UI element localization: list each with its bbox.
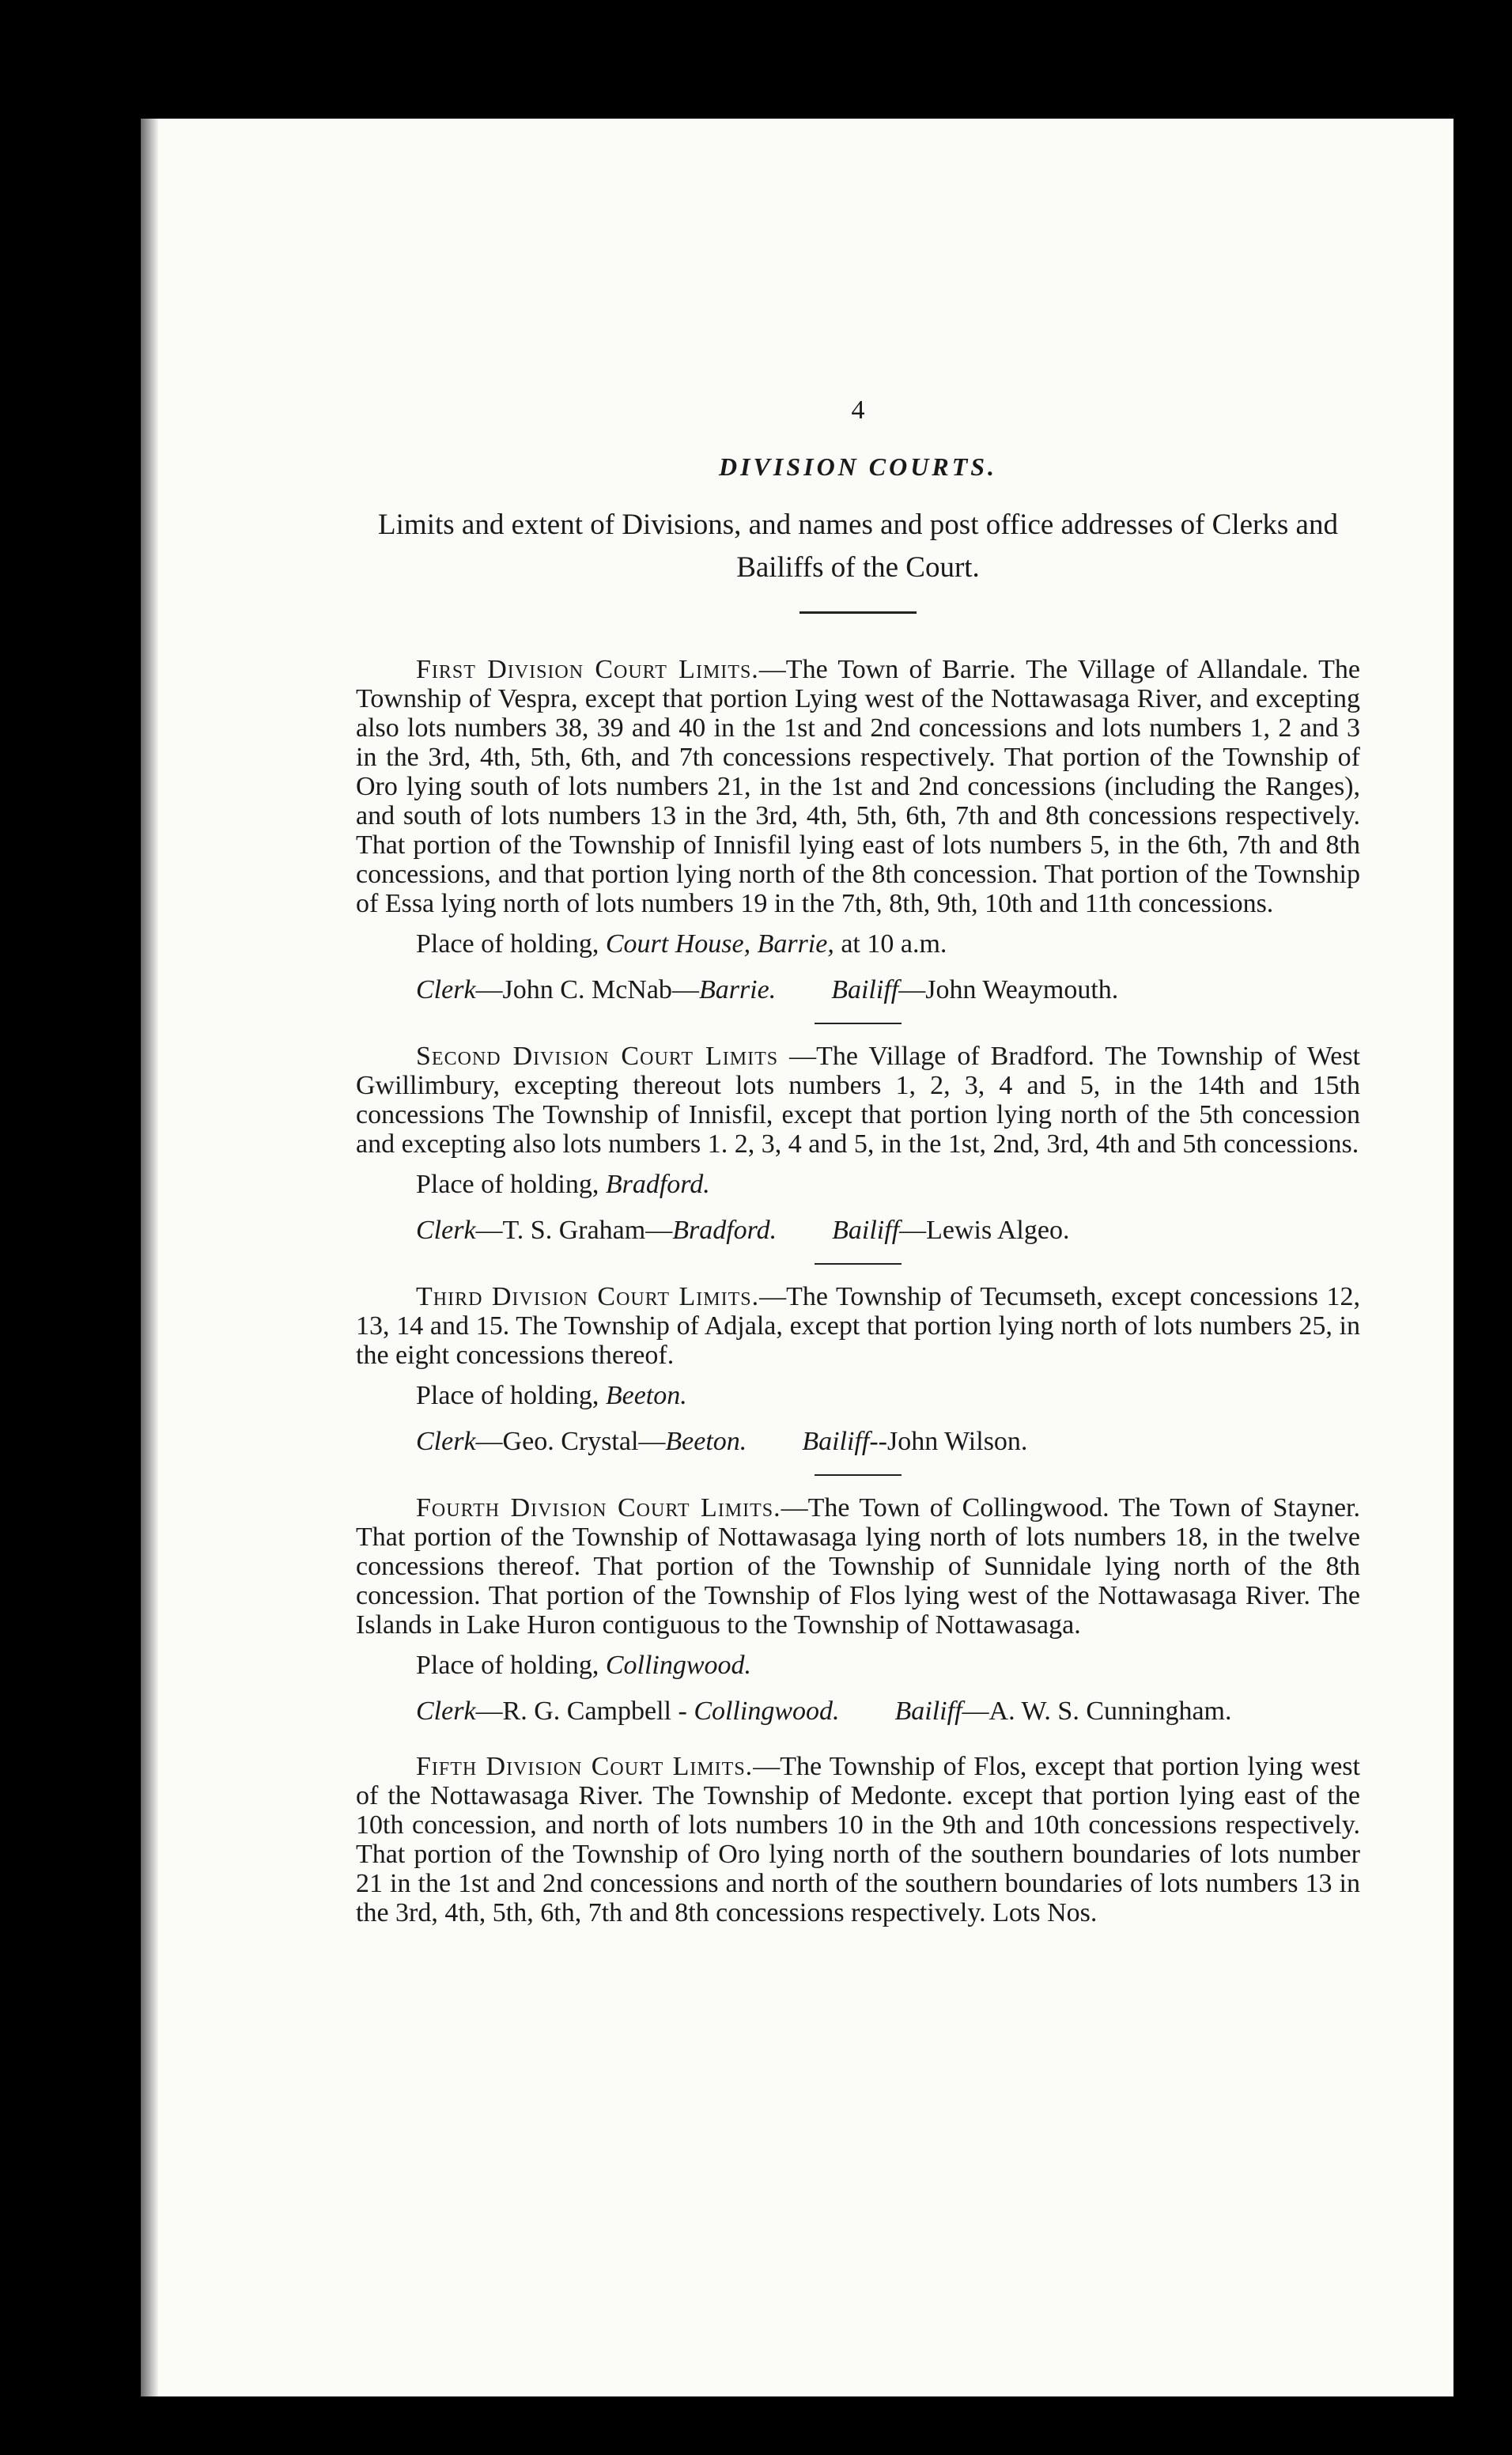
division-1-bailiff: Bailiff—John Weaymouth.	[831, 975, 1119, 1004]
division-3-bailiff: Bailiff--John Wilson.	[802, 1427, 1028, 1456]
page-title: DIVISION COURTS.	[718, 452, 998, 481]
division-3-text: —The Township of Tecumseth, except concessions 12, 13, 14 and 15. The Township of Adjala, except that portion lying north of lots numbers 25, in the eight concessions thereof.	[356, 1282, 1360, 1370]
separator-rule	[815, 1263, 902, 1265]
division-1-place-name: Court House, Barrie,	[605, 929, 834, 959]
division-3-limits	[356, 1282, 1360, 1370]
division-2-bailiff: Bailiff—Lewis Algeo.	[832, 1216, 1070, 1245]
division-4-label: Fourth Division Court Limits.	[416, 1493, 781, 1523]
division-1-label: First Division Court Limits.	[416, 655, 759, 684]
division-4-text: —The Town of Collingwood. The Town of Stayner. That portion of the Township of Nottawasaga lying north of lots numbers 18, in the twelve concessions thereof. That portion of the Township of Sunnidale lying north of the 8th concession. That portion of the Township of Flos lying west of the Nottawasaga River. The Islands in Lake Huron contiguous to the Township of Nottawasaga.	[356, 1493, 1360, 1640]
separator-rule	[815, 1474, 902, 1476]
division-2-label: Second Division Court Limits	[416, 1042, 779, 1071]
page-text-block	[356, 395, 1360, 1927]
division-2-place: Place of holding, Bradford.	[416, 1170, 710, 1199]
division-4-place: Place of holding, Collingwood.	[416, 1651, 752, 1680]
division-1-limits	[356, 655, 1360, 918]
page-number: 4	[851, 395, 865, 425]
page-subtitle: Limits and extent of Divisions, and names and post office addresses of Clerks and Bailiffs of the Court.	[378, 509, 1338, 584]
division-3-officers	[356, 1422, 1360, 1462]
division-3-place-name: Beeton.	[605, 1381, 687, 1410]
division-2-text: —The Village of Bradford. The Township of West Gwillimbury, excepting thereout lots numbers 1, 2, 3, 4 and 5, in the 14th and 15th concessions The Township of Innisfil, except that portion lying north of the 5th concession and excepting also lots numbers 1. 2, 3, 4 and 5, in the 1st, 2nd, 3rd, 4th and 5th concessions.	[356, 1042, 1361, 1159]
division-4-officers	[356, 1692, 1360, 1731]
division-4-limits	[356, 1493, 1360, 1640]
division-4-place-name: Collingwood.	[605, 1651, 752, 1680]
division-1-officers	[356, 970, 1360, 1010]
division-4-clerk: Clerk—R. G. Campbell - Collingwood.	[416, 1697, 840, 1726]
division-5-limits	[356, 1752, 1360, 1927]
division-1-clerk: Clerk—John C. McNab—Barrie.	[416, 975, 777, 1004]
title-rule	[799, 611, 917, 614]
division-3-place: Place of holding, Beeton.	[416, 1381, 687, 1410]
division-3-label: Third Division Court Limits.	[416, 1282, 760, 1311]
separator-rule	[815, 1023, 902, 1024]
division-1-place: Place of holding, Court House, Barrie, at 10 a.m.	[416, 929, 947, 959]
division-4-bailiff: Bailiff—A. W. S. Cunningham.	[894, 1697, 1232, 1726]
division-3-clerk: Clerk—Geo. Crystal—Beeton.	[416, 1427, 747, 1456]
division-2-clerk: Clerk—T. S. Graham—Bradford.	[416, 1216, 777, 1245]
division-2-limits	[356, 1042, 1360, 1159]
division-2-officers	[356, 1211, 1360, 1250]
division-5-text: —The Township of Flos, except that portion lying west of the Nottawasaga River. The Township of Medonte. except that portion lying east of the 10th concession, and north of lots numbers 10 in the 9th and 10th concessions respectively. That portion of the Township of Oro lying north of the southern boundaries of lots number 21 in the 1st and 2nd concessions and north of the southern boundaries of lots numbers 13 in the 3rd, 4th, 5th, 6th, 7th and 8th concessions respectively. Lots Nos.	[356, 1752, 1360, 1927]
page-spine-shadow	[141, 119, 158, 2396]
division-2-place-name: Bradford.	[605, 1170, 710, 1199]
division-1-text: —The Town of Barrie. The Village of Allandale. The Township of Vespra, except that portion Lying west of the Nottawasaga River, and excepting also lots numbers 38, 39 and 40 in the 1st and 2nd concessions and lots numbers 1, 2 and 3 in the 3rd, 4th, 5th, 6th, and 7th concessions respectively. That portion of the Township of Oro lying south of lots numbers 21, in the 1st and 2nd concessions (including the Ranges), and south of lots numbers 13 in the 3rd, 4th, 5th, 6th, 7th and 8th concessions respectively. That portion of the Township of Innisfil lying east of lots numbers 5, in the 6th, 7th and 8th concessions, and that portion lying north of the 8th concession. That portion of the Township of Essa lying north of lots numbers 19 in the 7th, 8th, 9th, 10th and 11th concessions.	[356, 655, 1360, 918]
division-5-label: Fifth Division Court Limits.	[416, 1752, 754, 1781]
